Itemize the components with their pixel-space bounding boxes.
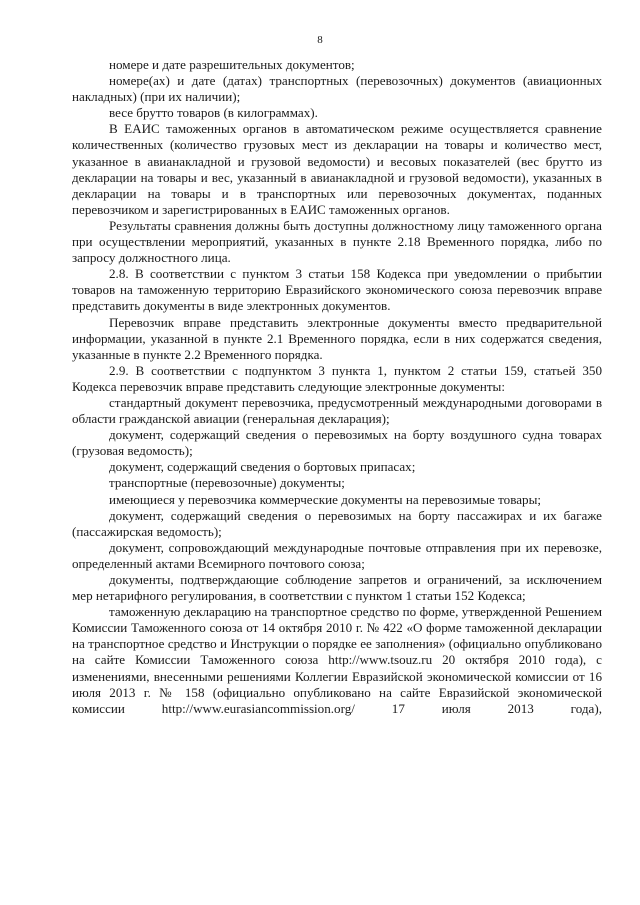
paragraph: В ЕАИС таможенных органов в автоматическом режиме осуществляется сравнение количественных (количество грузовых мест из декларации на товары и количество мест, указанное в авианакладной и грузовой ведомости) и весовых показателей (вес брутто из декларации на товары и вес, указанный в авианакладной и грузовой ведомости), указанных в декларации на товары и в транспортных или перевозочных документах, поданных перевозчиком и зарегистрированных в ЕАИС таможенных органов. [72, 121, 602, 217]
paragraph: Результаты сравнения должны быть доступны должностному лицу таможенного органа при осуществлении мероприятий, указанных в пункте 2.18 Временного порядка, либо по запросу должностного лица. [72, 217, 602, 266]
paragraph: транспортные (перевозочные) документы; [109, 475, 345, 491]
paragraph: весе брутто товаров (в килограммах). [109, 105, 318, 121]
paragraph: имеющиеся у перевозчика коммерческие документы на перевозимые товары; [109, 491, 542, 507]
document-body [72, 57, 602, 717]
paragraph: стандартный документ перевозчика, предусмотренный международными договорами в области гражданской авиации (генеральная декларация); [72, 394, 602, 427]
paragraph: документ, содержащий сведения о перевозимых на борту пассажирах и их багаже (пассажирская ведомость); [72, 507, 602, 539]
paragraph: документы, подтверждающие соблюдение запретов и ограничений, за исключением мер нетарифного регулирования, в соответствии с пунктом 1 статьи 152 Кодекса; [72, 572, 602, 604]
paragraph: документ, сопровождающий международные почтовые отправления при их перевозке, определенный актами Всемирного почтового союза; [72, 539, 602, 571]
paragraph: номере и дате разрешительных документов; [109, 57, 355, 72]
paragraph: 2.8. В соответствии с пунктом 3 статьи 158 Кодекса при уведомлении о прибытии товаров на таможенную территорию Евразийского экономического союза перевозчик вправе представить документы в виде электронных документов. [72, 266, 602, 314]
paragraph: Перевозчик вправе представить электронные документы вместо предварительной информации, указанной в пункте 2.1 Временного порядка, если в них содержатся сведения, указанные в пункте 2.2 Временного порядка. [72, 314, 602, 362]
paragraph: документ, содержащий сведения о бортовых припасах; [109, 459, 416, 475]
page-number: 8 [317, 34, 323, 46]
paragraph: номере(ах) и дате (датах) транспортных (перевозочных) документов (авиационных накладных) (при их наличии); [72, 73, 602, 105]
paragraph: документ, содержащий сведения о перевозимых на борту воздушного судна товарах (грузовая ведомость); [72, 427, 602, 459]
paragraph: 2.9. В соответствии с подпунктом 3 пункта 1, пунктом 2 статьи 159, статьей 350 Кодекса перевозчик вправе представить следующие электронные документы: [72, 362, 602, 394]
paragraph: таможенную декларацию на транспортное средство по форме, утвержденной Решением Комиссии Таможенного союза от 14 октября 2010 г. № 422 «О форме таможенной декларации на транспортное средство и Инструкции о порядке ее заполнения» (официально опубликовано на сайте Комиссии Таможенного союза http://www.tsouz.ru 20 октября 2010 года), с изменениями, внесенными решениями Коллегии Евразийской экономической комиссии от 16 июля 2013 г. № 158 (официально опубликовано на сайте Евразийской экономической комиссии http://www.eurasiancommission.org/ 17 июля 2013 года), [72, 604, 602, 716]
